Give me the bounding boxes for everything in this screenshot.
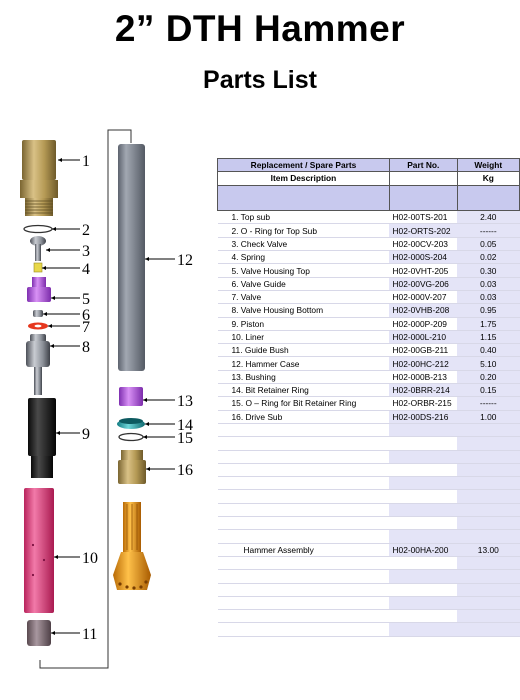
drill-bit [113, 502, 151, 590]
part-14-bit-retainer-ring [117, 418, 145, 429]
cell-description: 4. Spring [218, 251, 390, 264]
cell-description [218, 503, 390, 516]
parts-table [217, 158, 520, 637]
part-12-hammer-case [118, 144, 145, 371]
spacer-band [218, 198, 520, 211]
cell-part-no [389, 423, 457, 436]
cell-part-no: H02-000S-204 [389, 251, 457, 264]
parts-table-body [218, 172, 520, 636]
cell-description [218, 610, 390, 623]
empty-row [218, 623, 520, 636]
cell-part-no: H02-000B-213 [389, 370, 457, 383]
empty-row [218, 530, 520, 543]
cell-description: 9. Piston [218, 317, 390, 330]
cell-part-no [389, 450, 457, 463]
cell-part-no: H02-0VHB-208 [389, 304, 457, 317]
part-2-o-ring [24, 226, 52, 233]
cell-part-no: H02-0BRR-214 [389, 384, 457, 397]
empty-row [218, 583, 520, 596]
cell-weight [457, 583, 519, 596]
cell-weight: 2.40 [457, 211, 519, 224]
table-row [218, 357, 520, 370]
cell-weight [457, 490, 519, 503]
cell-description [218, 556, 390, 569]
cell-part-no: H02-000P-209 [389, 317, 457, 330]
table-row [218, 277, 520, 290]
cell-part-no [389, 570, 457, 583]
cell-part-no [389, 610, 457, 623]
callout-12: 12 [177, 252, 193, 269]
cell-part-no: H02-00VG-206 [389, 277, 457, 290]
cell-description [218, 437, 390, 450]
table-row [218, 317, 520, 330]
cell-description: 7. Valve [218, 290, 390, 303]
callout-4: 4 [82, 261, 90, 278]
cell-weight [457, 556, 519, 569]
part-10-liner [24, 488, 54, 613]
cell-description: 8. Valve Housing Bottom [218, 304, 390, 317]
subheader-weight: Kg [457, 172, 519, 185]
subheader-row [218, 172, 520, 185]
cell-weight: 1.75 [457, 317, 519, 330]
cell-weight [457, 596, 519, 609]
header-weight: Weight [457, 159, 519, 172]
empty-row [218, 570, 520, 583]
cell-part-no [389, 596, 457, 609]
callout-8: 8 [82, 339, 90, 356]
empty-row [218, 477, 520, 490]
cell-weight: ------ [457, 224, 519, 237]
table-row [218, 251, 520, 264]
cell-description: 6. Valve Guide [218, 277, 390, 290]
part-8-valve-housing-bottom [26, 334, 50, 395]
cell-part-no: H02-00HC-212 [389, 357, 457, 370]
cell-weight: 13.00 [457, 543, 519, 556]
table-row [218, 410, 520, 423]
cell-weight: ------ [457, 397, 519, 410]
cell-weight: 0.40 [457, 344, 519, 357]
cell-weight: 0.95 [457, 304, 519, 317]
callout-6: 6 [82, 307, 90, 324]
cell-part-no: H02-000V-207 [389, 290, 457, 303]
cell-description: 3. Check Valve [218, 237, 390, 250]
callout-14: 14 [177, 417, 193, 434]
cell-part-no: H02-00DS-216 [389, 410, 457, 423]
subheader-part-no [389, 172, 457, 185]
cell-weight: 0.02 [457, 251, 519, 264]
cell-description: 16. Drive Sub [218, 410, 390, 423]
empty-row [218, 596, 520, 609]
cell-description [218, 623, 390, 636]
cell-description [218, 583, 390, 596]
cell-weight [457, 503, 519, 516]
part-4-spring [34, 263, 42, 272]
cell-part-no: H02-0VHT-205 [389, 264, 457, 277]
cell-weight: 0.03 [457, 290, 519, 303]
cell-description: 13. Bushing [218, 370, 390, 383]
cell-part-no: H02-00HA-200 [389, 543, 457, 556]
cell-description: 11. Guide Bush [218, 344, 390, 357]
cell-part-no: H02-00TS-201 [389, 211, 457, 224]
table-row [218, 211, 520, 224]
callout-5: 5 [82, 291, 90, 308]
cell-part-no: H02-00CV-203 [389, 237, 457, 250]
cell-part-no [389, 463, 457, 476]
cell-weight: 0.03 [457, 277, 519, 290]
header-description: Replacement / Spare Parts [218, 159, 390, 172]
empty-row [218, 437, 520, 450]
cell-part-no [389, 490, 457, 503]
cell-part-no [389, 583, 457, 596]
page-subtitle: Parts List [203, 66, 317, 94]
cell-description [218, 530, 390, 543]
table-row [218, 290, 520, 303]
table-row [218, 224, 520, 237]
cell-weight [457, 610, 519, 623]
cell-part-no [389, 437, 457, 450]
cell-part-no [389, 477, 457, 490]
callout-2: 2 [82, 222, 90, 239]
cell-weight [457, 477, 519, 490]
cell-weight [457, 437, 519, 450]
cell-description [218, 517, 390, 530]
callout-7: 7 [82, 319, 90, 336]
cell-description: 15. O – Ring for Bit Retainer Ring [218, 397, 390, 410]
cell-description [218, 477, 390, 490]
cell-description: 1. Top sub [218, 211, 390, 224]
cell-weight: 5.10 [457, 357, 519, 370]
cell-description: Hammer Assembly [218, 543, 390, 556]
callout-10: 10 [82, 550, 98, 567]
cell-part-no [389, 530, 457, 543]
cell-description: 12. Hammer Case [218, 357, 390, 370]
cell-part-no [389, 503, 457, 516]
cell-part-no: H02-000L-210 [389, 330, 457, 343]
cell-part-no: H02-00GB-211 [389, 344, 457, 357]
cell-weight [457, 570, 519, 583]
callout-11: 11 [82, 626, 98, 643]
empty-row [218, 490, 520, 503]
cell-part-no: H02-ORBR-215 [389, 397, 457, 410]
cell-description: 5. Valve Housing Top [218, 264, 390, 277]
part-5-valve-housing-top [27, 277, 51, 302]
table-row [218, 370, 520, 383]
cell-weight [457, 423, 519, 436]
cell-weight [457, 623, 519, 636]
cell-weight: 1.00 [457, 410, 519, 423]
part-3-check-valve [30, 236, 46, 261]
cell-weight: 0.05 [457, 237, 519, 250]
empty-row [218, 517, 520, 530]
cell-weight [457, 463, 519, 476]
empty-row [218, 423, 520, 436]
callout-9: 9 [82, 426, 90, 443]
cell-weight [457, 450, 519, 463]
callout-16: 16 [177, 462, 193, 479]
part-13-bushing [119, 387, 143, 406]
assembly-row [218, 543, 520, 556]
callout-1: 1 [82, 153, 90, 170]
cell-description: 2. O - Ring for Top Sub [218, 224, 390, 237]
cell-weight: 0.30 [457, 264, 519, 277]
cell-description [218, 570, 390, 583]
cell-description [218, 596, 390, 609]
part-16-drive-sub [118, 450, 146, 484]
cell-weight: 1.15 [457, 330, 519, 343]
callout-3: 3 [82, 243, 90, 260]
table-row [218, 264, 520, 277]
part-15-o-ring [119, 434, 143, 441]
part-6-valve-guide [33, 310, 43, 317]
cell-weight: 0.20 [457, 370, 519, 383]
cell-description [218, 450, 390, 463]
empty-row [218, 450, 520, 463]
cell-weight: 0.15 [457, 384, 519, 397]
subheader-description: Item Description [218, 172, 390, 185]
empty-row [218, 556, 520, 569]
table-row [218, 237, 520, 250]
callout-15: 15 [177, 430, 193, 447]
cell-description: 10. Liner [218, 330, 390, 343]
table-row [218, 384, 520, 397]
cell-description [218, 490, 390, 503]
page-title: 2” DTH Hammer [114, 8, 406, 49]
callout-13: 13 [177, 393, 193, 410]
cell-part-no [389, 517, 457, 530]
spacer-band [218, 185, 520, 198]
cell-part-no [389, 556, 457, 569]
empty-row [218, 463, 520, 476]
cell-part-no [389, 623, 457, 636]
exploded-parts-diagram [0, 0, 215, 700]
part-9-piston [28, 398, 56, 478]
part-1-top-sub [20, 140, 58, 216]
cell-part-no: H02-ORTS-202 [389, 224, 457, 237]
cell-description: 14. Bit Retainer Ring [218, 384, 390, 397]
table-row [218, 397, 520, 410]
part-11-guide-bush [27, 620, 51, 646]
cell-weight [457, 530, 519, 543]
cell-description [218, 423, 390, 436]
empty-row [218, 610, 520, 623]
cell-description [218, 463, 390, 476]
cell-weight [457, 517, 519, 530]
table-row [218, 330, 520, 343]
table-row [218, 344, 520, 357]
table-row [218, 304, 520, 317]
header-part-no: Part No. [389, 159, 457, 172]
empty-row [218, 503, 520, 516]
